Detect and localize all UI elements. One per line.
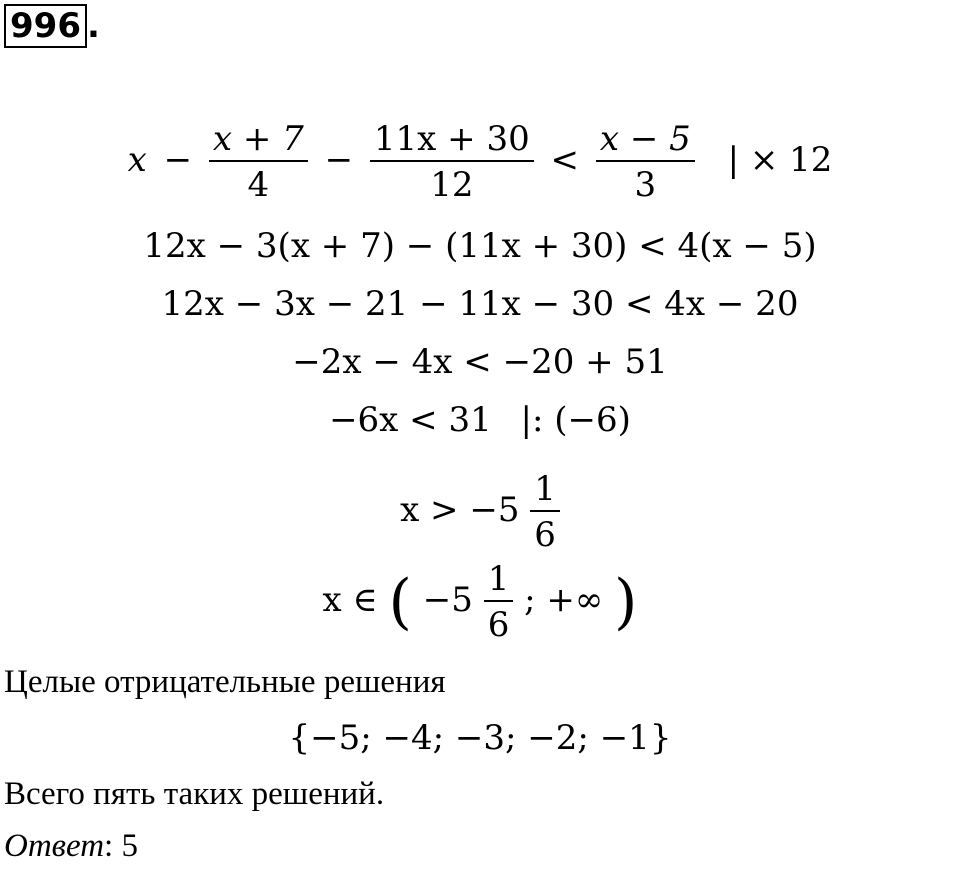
eq1-fraction-1-numerator: x + 7 — [209, 120, 308, 162]
equation-2: 12x − 3(x + 7) − (11x + 30) < 4(x − 5) — [143, 226, 817, 266]
eq7-left-paren: ( — [388, 567, 412, 638]
total-solutions-text: Всего пять таких решений. — [4, 776, 385, 812]
integer-solutions-text: Целые отрицательные решения — [4, 664, 446, 700]
eq1-fraction-2-denominator: 12 — [430, 165, 474, 206]
equation-4: −2x − 4x < −20 + 51 — [292, 342, 668, 382]
eq7-fraction — [484, 560, 514, 644]
eq1-fraction-2-numerator: 11x + 30 — [370, 120, 534, 162]
answer-value: 5 — [121, 828, 138, 864]
equation-5 — [0, 400, 960, 440]
answer-colon: : — [104, 828, 122, 864]
eq1-fraction-1 — [209, 120, 308, 204]
eq1-less-than: < — [550, 140, 580, 181]
eq7-right-paren: ) — [614, 567, 638, 638]
eq5-main: −6x < 31 — [329, 400, 492, 440]
eq6-fraction-numerator: 1 — [530, 470, 560, 512]
equation-7 — [0, 560, 960, 644]
eq1-fraction-2 — [370, 120, 534, 204]
eq6-lhs: x > −5 — [400, 490, 520, 531]
eq6-fraction — [530, 470, 560, 554]
eq7-lhs: x ∈ — [322, 580, 378, 621]
eq1-x: x — [127, 140, 147, 181]
eq7-fraction-numerator: 1 — [484, 560, 514, 602]
eq1-multiplier: | × 12 — [727, 140, 833, 181]
eq1-fraction-3 — [596, 120, 695, 204]
eq5-divider: |: (−6) — [520, 400, 631, 440]
eq6-fraction-denominator: 6 — [534, 515, 556, 556]
answer-line — [4, 828, 138, 865]
problem-number-box: 996 — [4, 4, 87, 48]
eq1-minus-1: − — [163, 140, 193, 181]
eq1-minus-2: − — [324, 140, 354, 181]
eq1-fraction-3-denominator: 3 — [634, 165, 657, 206]
problem-number-dot: . — [86, 6, 100, 46]
problem-number — [4, 6, 100, 46]
answer-label: Ответ — [4, 828, 105, 864]
eq7-fraction-denominator: 6 — [487, 605, 510, 646]
eq1-fraction-1-denominator: 4 — [247, 165, 270, 206]
equation-6 — [0, 470, 960, 554]
eq7-neg-five: −5 — [422, 580, 473, 621]
equation-3: 12x − 3x − 21 − 11x − 30 < 4x − 20 — [161, 284, 799, 324]
equation-1 — [0, 120, 960, 204]
eq1-fraction-3-numerator: x − 5 — [596, 120, 695, 162]
solution-set: {−5; −4; −3; −2; −1} — [288, 718, 672, 758]
eq7-rest: ; +∞ — [524, 580, 604, 621]
